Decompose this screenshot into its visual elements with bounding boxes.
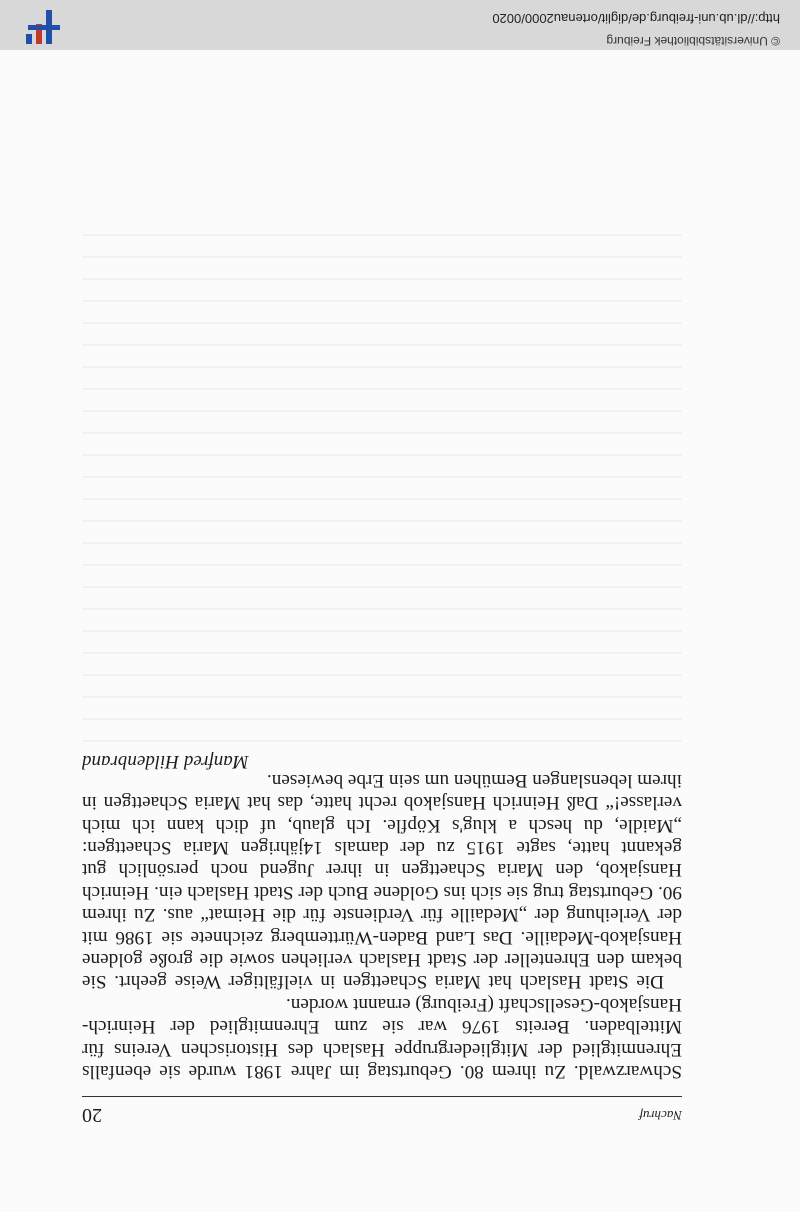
copyright-text: © Universitätsbibliothek Freiburg (606, 34, 780, 48)
running-head: Nachruf (639, 1108, 682, 1123)
bleed-through (82, 182, 682, 742)
author-signature: Manfred Hildenbrand (82, 751, 249, 772)
paragraph: Schwarzwald. Zu ihrem 80. Geburtstag im Jahre 1981 wurde sie ebenfalls Ehrenmitglied der Mitgliedergruppe Haslach des Historischen Vereins für Mittelbaden. Bereits 1976 war sie zum Ehrenmitglied der Heinrich-Hansjakob-Gesellschaft (Freiburg) ernannt worden. (82, 993, 682, 1082)
page-header (82, 1102, 682, 1126)
header-rule (82, 1096, 682, 1097)
paragraph: Die Stadt Haslach hat Maria Schaettgen in vielfältiger Weise geehrt. Sie bekam den Ehrenteller der Stadt Haslach verliehen sowie die große goldene Hansjakob-Medaille. Das Land Baden-Württemberg zeichnete sie 1986 mit der Verleihung der „Medaille für Verdienste für die Heimat“ aus. Zu ihrem 90. Geburtstag trug sie sich ins Goldene Buch der Stadt Haslach ein. Heinrich Hansjakob, den Maria Schaettgen in ihrer Jugend noch persönlich gut gekannt hatte, sagte 1915 zu der damals 14jährigen Maria Schaettgen: „Maidle, du hesch a klug's Köpfle. Ich glaub, uf dich kann ich mich verlasse!“ Daß Heinrich Hansjakob recht hatte, das hat Maria Schaettgen in ihrem lebenslangen Bemühen um sein Erbe bewiesen. (82, 769, 682, 993)
ub-freiburg-logo-icon (20, 8, 60, 44)
permalink-url[interactable]: http://dl.ub.uni-freiburg.de/diglit/ortenau2000/0020 (492, 11, 780, 26)
page-number: 20 (82, 1104, 102, 1126)
article-body (82, 768, 682, 1082)
library-footer-bar (0, 0, 800, 50)
